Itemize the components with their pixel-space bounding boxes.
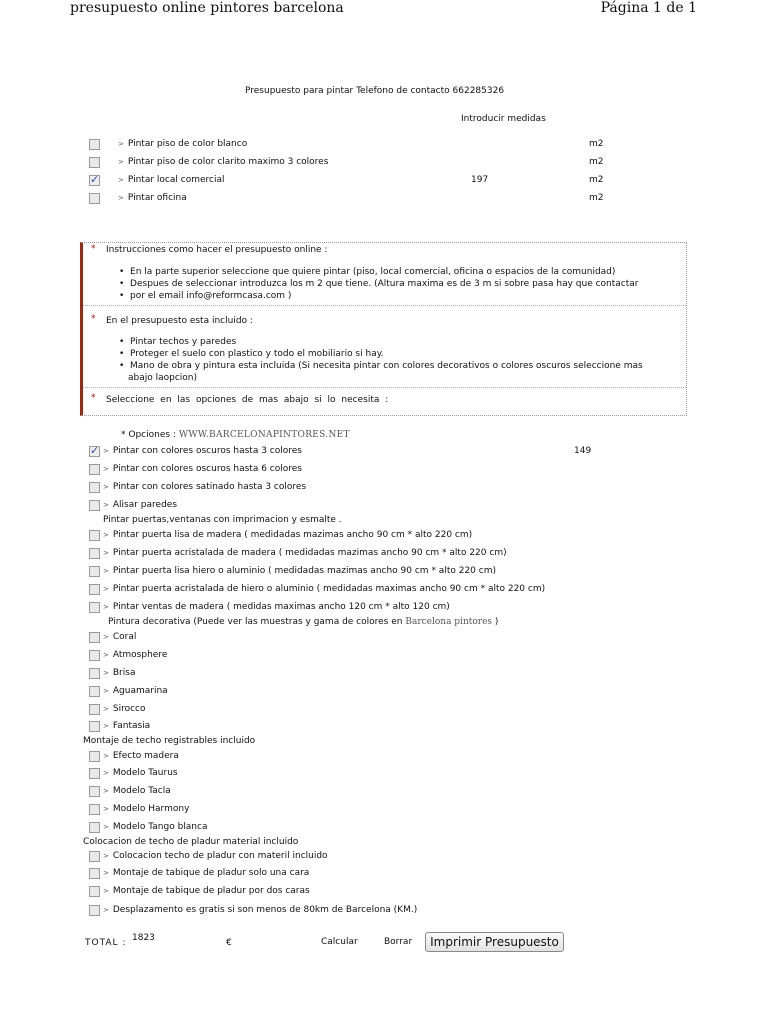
techo-label: > Modelo Harmony (103, 804, 190, 814)
barcelona-pintores-link[interactable]: Barcelona pintores (405, 617, 493, 627)
pladur-checkbox[interactable] (89, 886, 100, 897)
instructions-box (80, 242, 687, 416)
extra-label: > Pintar con colores oscuros hasta 6 colores (103, 464, 302, 474)
chevron-right-icon: > (103, 585, 109, 593)
decorativa-label: > Brisa (103, 668, 136, 678)
extra-checkbox[interactable] (89, 500, 100, 511)
decorativa-checkbox[interactable] (89, 721, 100, 732)
chevron-right-icon: > (103, 769, 109, 777)
print-button[interactable]: Imprimir Presupuesto (425, 932, 564, 952)
required-star-icon: * (91, 393, 96, 403)
chevron-right-icon: > (103, 852, 109, 860)
total-value: 1823 (132, 933, 155, 943)
puerta-checkbox[interactable] (89, 602, 100, 613)
divider (83, 387, 686, 388)
chevron-right-icon: > (103, 906, 109, 914)
decorativa-label: > Aguamarina (103, 686, 168, 696)
chevron-right-icon: > (103, 483, 109, 491)
chevron-right-icon: > (103, 705, 109, 713)
option-label: > Pintar piso de color blanco (118, 139, 248, 149)
select-options-text: Seleccione en las opciones de mas abajo si lo necesita : (106, 395, 389, 405)
techo-label: > Modelo Tango blanca (103, 822, 208, 832)
puerta-label: > Pintar puerta lisa hiero o aluminio ( medidadas mazimas ancho 90 cm * alto 220 cm) (103, 566, 496, 576)
option-unit: m2 (589, 139, 604, 149)
decorativa-checkbox[interactable] (89, 650, 100, 661)
puerta-label: > Pintar puerta acristalada de madera ( medidadas mazimas ancho 90 cm * alto 220 cm) (103, 548, 507, 558)
extra-label: > Alisar paredes (103, 500, 178, 510)
page-number: Página 1 de 1 (600, 0, 697, 16)
divider (83, 305, 686, 306)
pladur-label: > Desplazamento es gratis si son menos de 80km de Barcelona (KM.) (103, 905, 418, 915)
extra-label: > Pintar con colores oscuros hasta 3 colores (103, 446, 302, 456)
decorativa-checkbox[interactable] (89, 686, 100, 697)
chevron-right-icon: > (103, 823, 109, 831)
decorativa-label: > Fantasia (103, 721, 151, 731)
decorativa-checkbox[interactable] (89, 668, 100, 679)
chevron-right-icon: > (103, 465, 109, 473)
extra-checkbox[interactable] (89, 482, 100, 493)
chevron-right-icon: > (103, 787, 109, 795)
option-checkbox[interactable] (89, 157, 100, 168)
chevron-right-icon: > (103, 603, 109, 611)
option-unit: m2 (589, 157, 604, 167)
page-header-title: presupuesto online pintores barcelona (70, 0, 344, 16)
chevron-right-icon: > (118, 176, 124, 184)
required-star-icon: * (91, 314, 96, 324)
chevron-right-icon: > (118, 194, 124, 202)
extra-label: > Pintar con colores satinado hasta 3 colores (103, 482, 307, 492)
included-title: En el presupuesto esta incluido : (106, 316, 253, 326)
option-checkbox[interactable] (89, 139, 100, 150)
chevron-right-icon: > (103, 501, 109, 509)
chevron-right-icon: > (118, 158, 124, 166)
puerta-checkbox[interactable] (89, 584, 100, 595)
section-heading-pladur: Colocacion de techo de pladur material incluido (83, 837, 299, 847)
chevron-right-icon: > (103, 805, 109, 813)
chevron-right-icon: > (103, 752, 109, 760)
puerta-label: > Pintar ventas de madera ( medidas maximas ancho 120 cm * alto 120 cm) (103, 602, 450, 612)
included-bullet: • Mano de obra y pintura esta incluida (Si necesita pintar con colores decorativos o colores oscuros seleccione mas (119, 361, 643, 371)
puerta-label: > Pintar puerta lisa de madera ( medidadas mazimas ancho 90 cm * alto 220 cm) (103, 530, 473, 540)
techo-checkbox[interactable] (89, 786, 100, 797)
pladur-label: > Montaje de tabique de pladur por dos caras (103, 886, 310, 896)
puerta-checkbox[interactable] (89, 566, 100, 577)
form-heading: Presupuesto para pintar Telefono de contacto 662285326 (245, 86, 505, 96)
chevron-right-icon: > (103, 549, 109, 557)
currency-symbol: € (226, 938, 232, 948)
extra-checkbox[interactable] (89, 464, 100, 475)
option-checkbox[interactable] (89, 193, 100, 204)
required-star-icon: * (91, 244, 96, 254)
chevron-right-icon: > (118, 140, 124, 148)
option-checkbox-checked[interactable] (89, 175, 100, 186)
section-heading-puertas: Pintar puertas,ventanas con imprimacion y esmalte . (103, 515, 342, 525)
chevron-right-icon: > (103, 651, 109, 659)
instruction-bullet: • En la parte superior seleccione que quiere pintar (piso, local comercial, oficina o espacios de la comunidad) (119, 267, 616, 277)
pladur-checkbox[interactable] (89, 851, 100, 862)
chevron-right-icon: > (103, 567, 109, 575)
chevron-right-icon: > (103, 447, 109, 455)
measures-column-header: Introducir medidas (461, 114, 546, 124)
calcular-button[interactable]: Calcular (321, 937, 358, 947)
included-bullet: • Pintar techos y paredes (119, 337, 237, 347)
chevron-right-icon: > (103, 669, 109, 677)
techo-label: > Efecto madera (103, 751, 179, 761)
chevron-right-icon: > (103, 687, 109, 695)
site-name: WWW.BARCELONAPINTORES.NET (178, 430, 350, 440)
pladur-checkbox[interactable] (89, 868, 100, 879)
techo-label: > Modelo Tacla (103, 786, 171, 796)
instructions-title: Instrucciones como hacer el presupuesto online : (106, 245, 328, 255)
techo-label: > Modelo Taurus (103, 768, 178, 778)
section-heading-techo: Montaje de techo registrables incluido (83, 736, 256, 746)
chevron-right-icon: > (103, 722, 109, 730)
chevron-right-icon: > (103, 887, 109, 895)
included-bullet: • Proteger el suelo con plastico y todo el mobiliario si hay. (119, 349, 384, 359)
total-label: TOTAL : (85, 938, 127, 948)
option-label: > Pintar oficina (118, 193, 187, 203)
decorativa-checkbox[interactable] (89, 632, 100, 643)
measure-input[interactable]: 197 (471, 175, 489, 185)
puerta-checkbox[interactable] (89, 530, 100, 541)
puerta-label: > Pintar puerta acristalada de hiero o aluminio ( medidadas maximas ancho 90 cm * alto 220 cm) (103, 584, 546, 594)
chevron-right-icon: > (103, 633, 109, 641)
decorativa-label: > Atmosphere (103, 650, 168, 660)
pladur-label: > Colocacion techo de pladur con materil incluido (103, 851, 328, 861)
techo-checkbox[interactable] (89, 822, 100, 833)
borrar-button[interactable]: Borrar (384, 937, 413, 947)
decorativa-checkbox[interactable] (89, 704, 100, 715)
decorativa-label: > Sirocco (103, 704, 146, 714)
opciones-label: * Opciones : WWW.BARCELONAPINTORES.NET (121, 430, 350, 440)
extra-checkbox-checked[interactable] (89, 446, 100, 457)
techo-checkbox[interactable] (89, 751, 100, 762)
instruction-bullet: • por el email info@reformcasa.com ) (119, 291, 292, 301)
instruction-bullet: • Despues de seleccionar introduzca los m 2 que tiene. (Altura maxima es de 3 m si sobre pasa hay que contactar (119, 279, 639, 289)
chevron-right-icon: > (103, 869, 109, 877)
section-heading-decorativa: Pintura decorativa (Puede ver las muestras y gama de colores en Barcelona pintores ) (108, 617, 499, 627)
pladur-label: > Montaje de tabique de pladur solo una cara (103, 868, 310, 878)
techo-checkbox[interactable] (89, 768, 100, 779)
techo-checkbox[interactable] (89, 804, 100, 815)
included-bullet-continued: abajo laopcion) (128, 373, 198, 383)
option-label: > Pintar local comercial (118, 175, 225, 185)
option-unit: m2 (589, 175, 604, 185)
pladur-checkbox[interactable] (89, 905, 100, 916)
extra-value: 149 (574, 446, 592, 456)
option-unit: m2 (589, 193, 604, 203)
puerta-checkbox[interactable] (89, 548, 100, 559)
decorativa-label: > Coral (103, 632, 137, 642)
option-label: > Pintar piso de color clarito maximo 3 colores (118, 157, 329, 167)
chevron-right-icon: > (103, 531, 109, 539)
